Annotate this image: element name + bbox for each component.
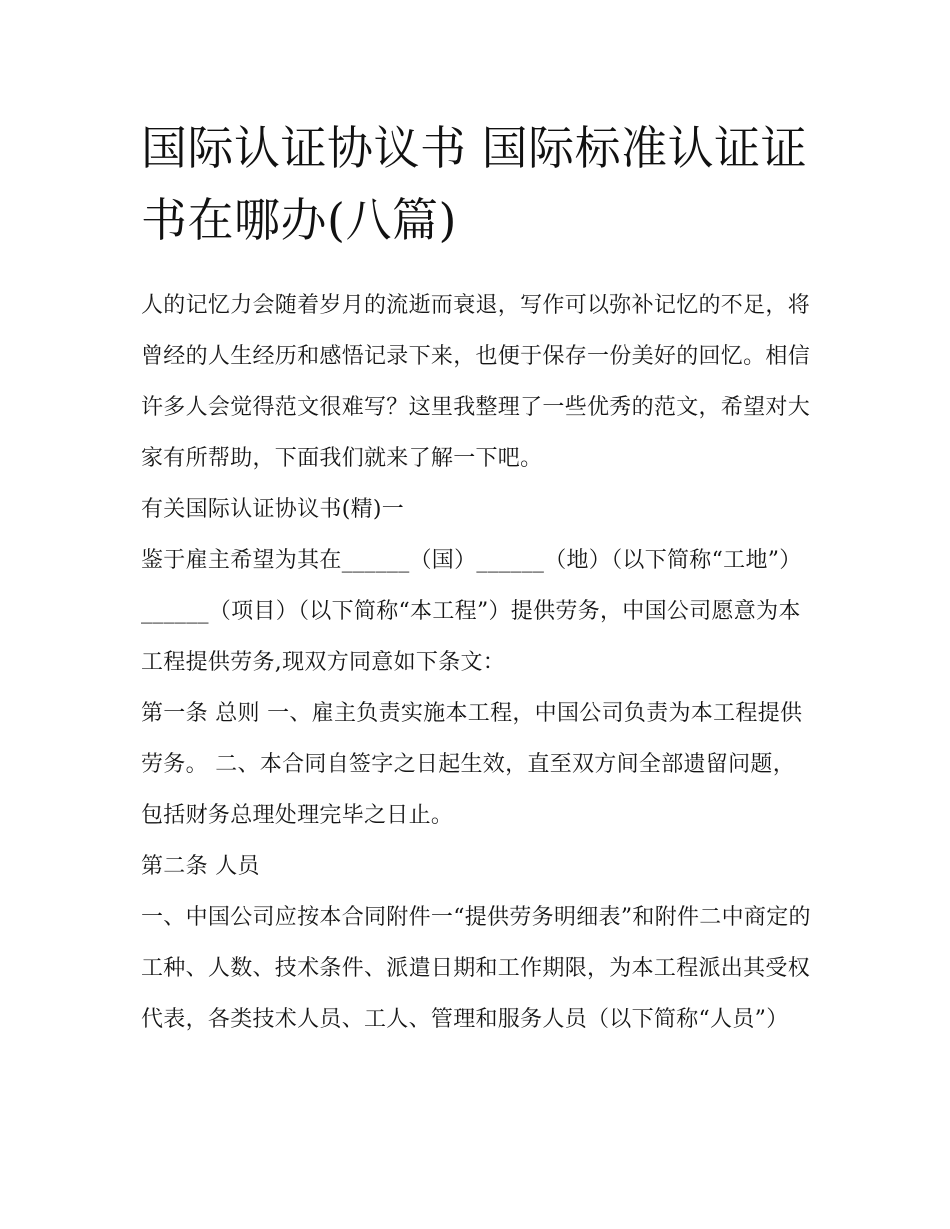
article-two-clause-one: 一、中国公司应按本合同附件一“提供劳务明细表”和附件二中商定的工种、人数、技术条件、派遣日期和工作期限，为本工程派出其受权代表，各类技术人员、工人、管理和服务人员（以下简称“人员”）: [141, 905, 811, 1032]
document-body: [141, 280, 813, 1045]
article-two-heading: 第二条 人员: [141, 854, 260, 879]
article-one: 第一条 总则 一、雇主负责实施本工程，中国公司负责为本工程提供劳务。 二、本合同自签字之日起生效，直至双方间全部遗留问题，包括财务总理处理完毕之日止。: [141, 701, 803, 828]
paragraph-preamble: 鉴于雇主希望为其在______（国）______（地）（以下简称“工地”）______（项目）（以下简称“本工程”）提供劳务，中国公司愿意为本工程提供劳务,现双方同意如下条文：: [141, 548, 802, 675]
document-title: 国际认证协议书 国际标准认证证书在哪办(八篇): [141, 121, 808, 247]
paragraph-intro: 人的记忆力会随着岁月的流逝而衰退，写作可以弥补记忆的不足，将曾经的人生经历和感悟记录下来，也便于保存一份美好的回忆。相信许多人会觉得范文很难写？这里我整理了一些优秀的范文，希望对大家有所帮助，下面我们就来了解一下吧。: [141, 293, 811, 471]
section-heading: 有关国际认证协议书(精)一: [141, 497, 405, 522]
